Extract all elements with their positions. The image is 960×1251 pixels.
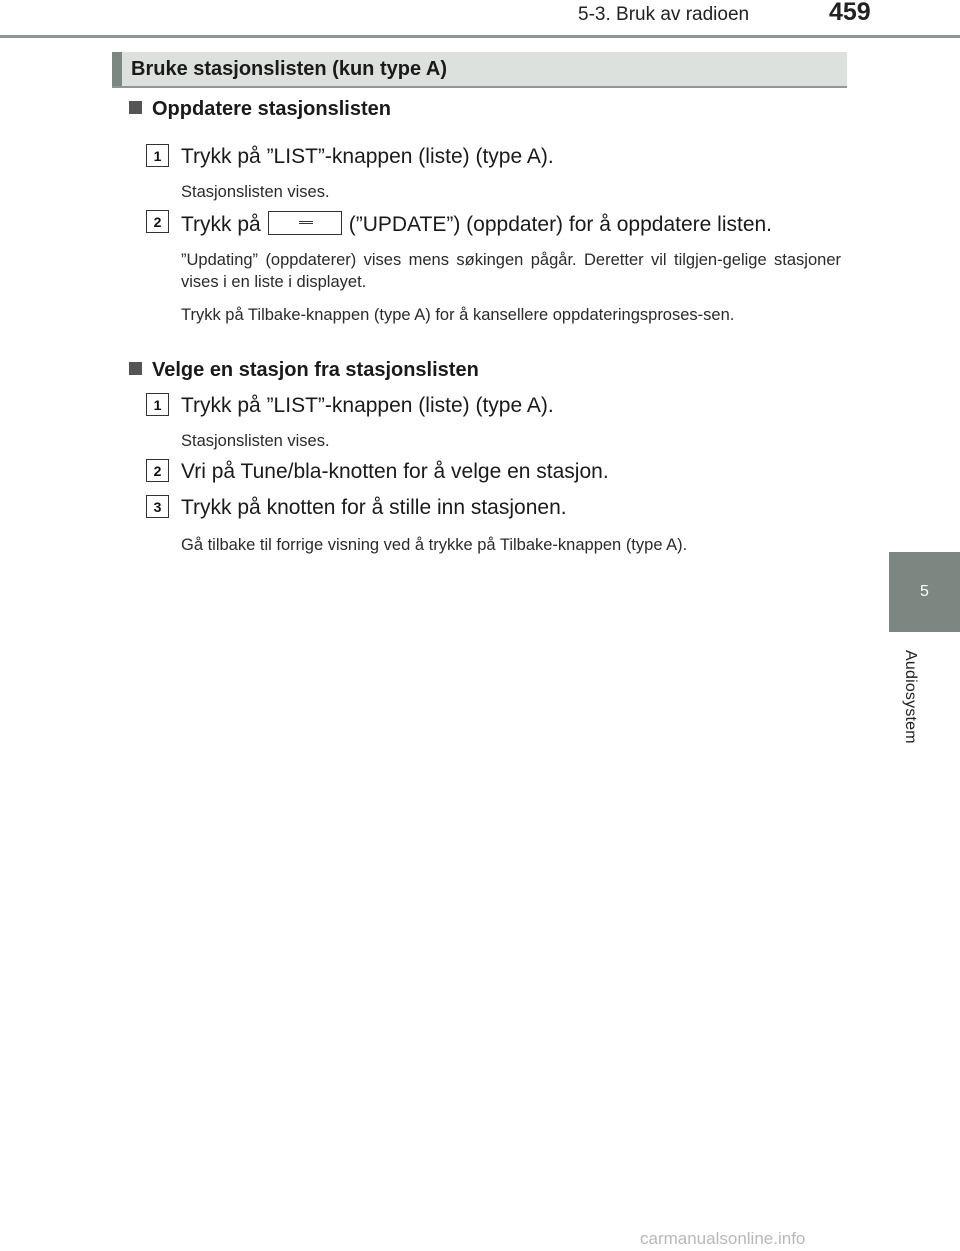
step-number-badge: 1 — [146, 393, 169, 416]
subheading-select-station — [129, 359, 479, 382]
section-title-box — [112, 52, 847, 88]
square-bullet-icon — [129, 362, 142, 375]
chapter-tab — [889, 552, 960, 632]
step-instruction: Trykk på knotten for å stille inn stasjonen. — [181, 496, 567, 519]
section-title: Bruke stasjonslisten (kun type A) — [131, 58, 447, 80]
chapter-label: Audiosystem — [902, 650, 919, 744]
step-instruction: Trykk på ”LIST”-knappen (liste) (type A). — [181, 145, 554, 168]
step-note: Gå tilbake til forrige visning ved å trykke på Tilbake-knappen (type A). — [181, 536, 688, 554]
running-header — [0, 0, 960, 40]
step-number-badge: 2 — [146, 210, 169, 233]
step-instruction: Trykk på ”LIST”-knappen (liste) (type A). — [181, 394, 554, 417]
running-section-title: 5-3. Bruk av radioen — [578, 4, 750, 25]
step-note: Stasjonslisten vises. — [181, 183, 330, 201]
step-note: Stasjonslisten vises. — [181, 432, 330, 450]
subheading-text: Oppdatere stasjonslisten — [152, 98, 391, 120]
step-note: ”Updating” (oppdaterer) vises mens søkingen pågår. Deretter vil tilgjen-gelige stasjoner vises i en liste i displayet. — [181, 251, 841, 291]
update-dash-glyph — [299, 221, 313, 224]
subheading-text: Velge en stasjon fra stasjonslisten — [152, 359, 479, 381]
watermark: carmanualsonline.info — [640, 1229, 806, 1248]
step-note: Trykk på Tilbake-knappen (type A) for å kansellere oppdateringsproses-sen. — [181, 306, 735, 324]
header-rule — [0, 35, 960, 38]
step-instruction-end: (”UPDATE”) (oppdater) for å oppdatere listen. — [348, 213, 773, 236]
step-instruction-start: Trykk på — [181, 213, 261, 236]
update-button-icon — [268, 211, 342, 235]
square-bullet-icon — [129, 101, 142, 114]
step-number-badge: 1 — [146, 144, 169, 167]
chapter-number: 5 — [920, 583, 929, 600]
page-number: 459 — [829, 0, 871, 26]
step-instruction: Vri på Tune/bla-knotten for å velge en stasjon. — [181, 460, 609, 483]
step-instruction — [181, 211, 772, 237]
subheading-update-list — [129, 98, 391, 121]
section-title-bar — [112, 52, 122, 86]
step-number-badge: 2 — [146, 459, 169, 482]
step-number-badge: 3 — [146, 495, 169, 518]
